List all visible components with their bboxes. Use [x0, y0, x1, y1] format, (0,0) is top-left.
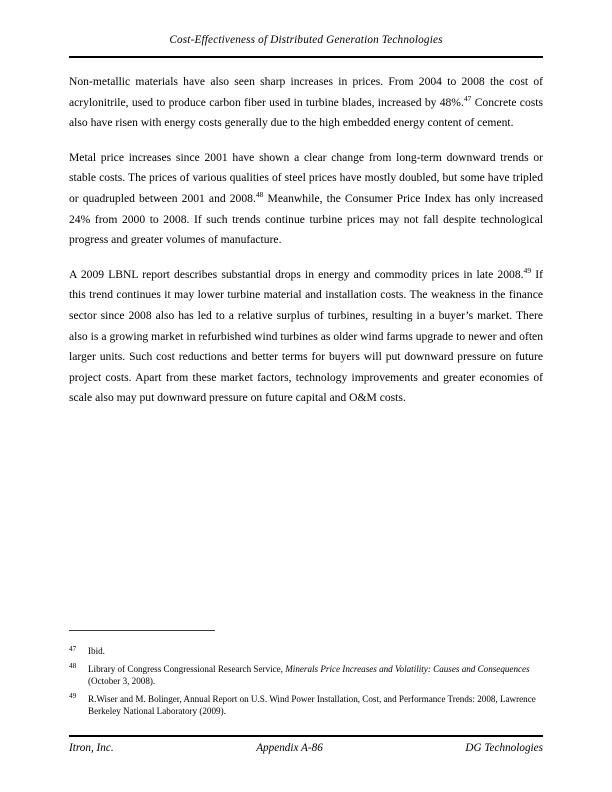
- footnotes-section: [69, 645, 543, 723]
- footnote-separator-rule: [69, 630, 215, 631]
- footer-divider-rule: [69, 735, 543, 737]
- paragraph-non-metallic-materials: [69, 72, 543, 134]
- footnote-item: [69, 663, 543, 688]
- footnote-number: 47: [69, 644, 77, 653]
- footer-page-label: Appendix A-86: [256, 742, 323, 754]
- footnote-ref-49[interactable]: 49: [523, 265, 532, 275]
- running-header: [69, 33, 543, 47]
- footnote-ref-48[interactable]: 48: [255, 190, 264, 200]
- footnote-text-italic: Minerals Price Increases and Volatility: Causes and Consequences: [285, 663, 530, 674]
- footnote-number: 48: [69, 662, 77, 671]
- paragraph-text-after-ref: Meanwhile, the Consumer Price Index has only increased 24% from 2000 to 2008. If such trends continue turbine prices may not fall despite technological progress and greater volumes of manufacture.: [69, 191, 543, 247]
- paragraph-text-after-ref: Concrete costs also have risen with energy costs generally due to the high embedded energy content of cement.: [69, 95, 543, 130]
- footnote-text: R.Wiser and M. Bolinger, Annual Report on U.S. Wind Power Installation, Cost, and Performance Trends: 2008, Lawrence Berkeley National Laboratory (2009).: [88, 693, 536, 717]
- paragraph-metal-price-increases: [69, 148, 543, 251]
- footer-company-name: Itron, Inc.: [69, 742, 114, 754]
- footnote-number: 49: [69, 692, 77, 701]
- footnote-text-tail: (October 3, 2008).: [88, 676, 156, 687]
- paragraph-text-before-ref: A 2009 LBNL report describes substantial drops in energy and commodity prices in late 2008.: [69, 267, 524, 281]
- paragraph-text-before-ref: Non-metallic materials have also seen sharp increases in prices. From 2004 to 2008 the cost of acrylonitrile, used to produce carbon fiber used in turbine blades, increased by 48%.: [69, 75, 543, 109]
- body-text-column: [69, 72, 543, 409]
- paragraph-text-after-ref: If this trend continues it may lower turbine material and installation costs. The weakness in the finance sector since 2008 also has led to a relative surplus of turbines, resulting in a buyer’s market. There also is a growing market in refurbished wind turbines as older wind farms upgrade to newer and often larger units. Such cost reductions and better terms for buyers will put downward pressure on future project costs. Apart from these market factors, technology improvements and greater economies of scale also may put downward pressure on future capital and O&M costs.: [69, 267, 544, 405]
- header-title: Cost-Effectiveness of Distributed Generation Technologies: [169, 34, 443, 46]
- footnote-text: Ibid.: [88, 646, 105, 656]
- footnote-ref-47[interactable]: 47: [463, 93, 472, 103]
- header-divider-rule: [69, 56, 543, 58]
- footnote-item: [69, 645, 543, 658]
- paragraph-text-before-ref: Metal price increases since 2001 have shown a clear change from long-term downward trends or stable costs. The prices of various qualities of steel prices have mostly doubled, but some have tripled or quadrupled between 2001 and 2008.: [69, 150, 543, 205]
- footnote-item: [69, 693, 543, 718]
- page-footer: [69, 741, 543, 756]
- footer-section-name: DG Technologies: [465, 742, 543, 754]
- paragraph-lbnl-report: [69, 265, 543, 409]
- footnote-text: Library of Congress Congressional Research Service,: [88, 663, 286, 674]
